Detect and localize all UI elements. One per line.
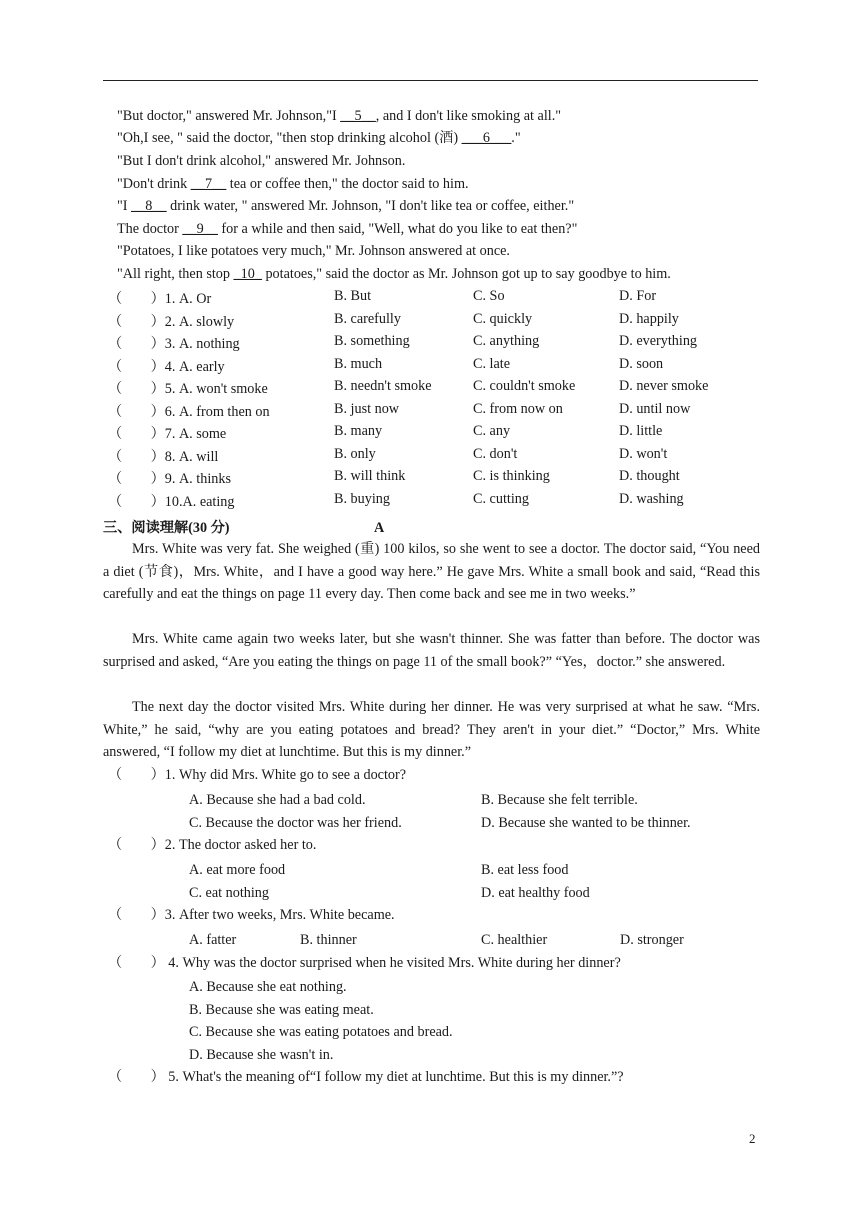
option-b: B. needn't smoke <box>334 378 432 394</box>
question-stem: （ ）1. Why did Mrs. White go to see a doctor? <box>108 767 407 783</box>
choice-d: D. stronger <box>620 932 684 948</box>
choice-b: B. Because she was eating meat. <box>189 1002 374 1018</box>
option-row <box>0 468 860 486</box>
choice-a: A. Because she had a bad cold. <box>189 792 366 808</box>
choice-a: A. Because she eat nothing. <box>189 979 347 995</box>
option-a: （ ）3. A. nothing <box>108 336 240 352</box>
choice-c: C. eat nothing <box>189 885 269 901</box>
option-a: （ ）10.A. eating <box>108 494 235 510</box>
choice-b: B. Because she felt terrible. <box>481 792 638 808</box>
option-row <box>0 288 860 306</box>
section-title: 三、阅读理解(30 分) <box>103 520 230 536</box>
line-text: , and I don't like smoking at all." <box>375 108 562 124</box>
option-b: B. carefully <box>334 311 401 327</box>
dialogue-line <box>117 243 510 260</box>
choice-a: A. eat more food <box>189 862 286 878</box>
question-stem: （ ） 4. Why was the doctor surprised when he visited Mrs. White during her dinner? <box>108 955 621 971</box>
option-b: B. something <box>334 333 410 349</box>
choice-b: B. thinner <box>300 932 357 948</box>
option-d: D. won't <box>619 446 668 462</box>
option-c: C. So <box>473 288 505 304</box>
option-row <box>0 491 860 509</box>
line-text: "All right, then stop <box>117 266 234 282</box>
option-d: D. washing <box>619 491 684 507</box>
option-c: C. couldn't smoke <box>473 378 576 394</box>
answer-blank: ___6___ <box>461 130 512 146</box>
choice-d: D. Because she wanted to be thinner. <box>481 815 691 831</box>
option-d: D. little <box>619 423 663 439</box>
option-b: B. just now <box>334 401 400 417</box>
answer-blank: __8__ <box>131 198 167 214</box>
line-text: ." <box>511 130 521 146</box>
line-text: for a while and then said, "Well, what do you like to eat then?" <box>217 221 578 237</box>
passage-paragraph: Mrs. White came again two weeks later, but she wasn't thinner. She was fatter than before. The doctor was surprised and asked, “Are you eating the things on page 11 of the small book?” “Yes，doctor.” she answered. <box>103 631 760 670</box>
option-row <box>0 356 860 374</box>
option-a: （ ）7. A. some <box>108 426 227 442</box>
line-text: potatoes," said the doctor as Mr. Johnson got up to say goodbye to him. <box>261 266 671 282</box>
choice-d: D. eat healthy food <box>481 885 590 901</box>
option-d: D. happily <box>619 311 679 327</box>
line-text: "But doctor," answered Mr. Johnson,"I <box>117 108 341 124</box>
option-b: B. But <box>334 288 372 304</box>
dialogue-line <box>117 221 577 238</box>
line-text: "I <box>117 198 132 214</box>
option-a: （ ）9. A. thinks <box>108 471 231 487</box>
question-stem: （ ） 5. What's the meaning of“I follow my diet at lunchtime. But this is my dinner.”? <box>108 1069 624 1085</box>
option-d: D. until now <box>619 401 691 417</box>
line-text: drink water, " answered Mr. Johnson, "I don't like tea or coffee, either." <box>166 198 575 214</box>
option-row <box>0 423 860 441</box>
question-stem: （ ）2. The doctor asked her to. <box>108 837 317 853</box>
option-a: （ ）8. A. will <box>108 449 219 465</box>
passage-paragraph: Mrs. White was very fat. She weighed (重) 100 kilos, so she went to see a doctor. The doctor said, “You need a diet (节食)，Mrs. White，and I have a good way here.” He gave Mrs. White a small book and said, “Read this carefully and eat the things on page 11 every day. Then come back and see me in two weeks.” <box>103 541 760 603</box>
choice-c: C. Because she was eating potatoes and bread. <box>189 1024 453 1040</box>
line-text: tea or coffee then," the doctor said to him. <box>226 176 469 192</box>
option-a: （ ）4. A. early <box>108 359 225 375</box>
option-c: C. is thinking <box>473 468 550 484</box>
choice-c: C. Because the doctor was her friend. <box>189 815 402 831</box>
option-b: B. only <box>334 446 376 462</box>
option-c: C. anything <box>473 333 540 349</box>
option-b: B. buying <box>334 491 390 507</box>
option-row <box>0 401 860 419</box>
line-text: "Potatoes, I like potatoes very much," Mr. Johnson answered at once. <box>117 243 510 259</box>
option-c: C. don't <box>473 446 518 462</box>
line-text: "But I don't drink alcohol," answered Mr. Johnson. <box>117 153 406 169</box>
answer-blank: __9__ <box>182 221 218 237</box>
option-c: C. from now on <box>473 401 563 417</box>
dialogue-line <box>117 176 469 193</box>
option-d: D. For <box>619 288 657 304</box>
option-a: （ ）1. A. Or <box>108 291 212 307</box>
choice-d: D. Because she wasn't in. <box>189 1047 334 1063</box>
option-c: C. late <box>473 356 511 372</box>
option-row <box>0 446 860 464</box>
answer-blank: _10_ <box>233 266 262 282</box>
answer-blank: __5__ <box>340 108 376 124</box>
header-rule <box>103 80 758 81</box>
option-a: （ ）6. A. from then on <box>108 404 270 420</box>
option-d: D. never smoke <box>619 378 709 394</box>
answer-blank: __7__ <box>190 176 227 192</box>
choice-c: C. healthier <box>481 932 548 948</box>
option-b: B. will think <box>334 468 406 484</box>
choice-b: B. eat less food <box>481 862 569 878</box>
line-text: The doctor <box>117 221 183 237</box>
dialogue-line <box>117 130 521 147</box>
option-b: B. much <box>334 356 383 372</box>
passage-paragraph: The next day the doctor visited Mrs. White during her dinner. He was very surprised at what he saw. “Mrs. White,” he said, “why are you eating potatoes and bread? They aren't in your diet.” “Doctor,” Mrs. White answered, “I follow my diet at lunchtime. But this is my dinner.” <box>103 699 760 761</box>
option-d: D. everything <box>619 333 698 349</box>
option-d: D. thought <box>619 468 680 484</box>
option-c: C. cutting <box>473 491 529 507</box>
dialogue-line <box>117 153 405 170</box>
line-text: "Don't drink <box>117 176 191 192</box>
option-row <box>0 378 860 396</box>
option-a: （ ）5. A. won't smoke <box>108 381 268 397</box>
dialogue-line <box>117 198 574 215</box>
choice-a: A. fatter <box>189 932 237 948</box>
option-a: （ ）2. A. slowly <box>108 314 235 330</box>
passage-label: A <box>374 520 385 536</box>
page-number: 2 <box>749 1131 756 1146</box>
option-row <box>0 333 860 351</box>
dialogue-line <box>117 266 671 283</box>
line-text: "Oh,I see, " said the doctor, "then stop drinking alcohol (酒) <box>117 130 462 146</box>
option-row <box>0 311 860 329</box>
dialogue-line <box>117 108 561 125</box>
option-c: C. any <box>473 423 511 439</box>
option-b: B. many <box>334 423 383 439</box>
option-c: C. quickly <box>473 311 533 327</box>
option-d: D. soon <box>619 356 664 372</box>
question-stem: （ ）3. After two weeks, Mrs. White became. <box>108 907 395 923</box>
